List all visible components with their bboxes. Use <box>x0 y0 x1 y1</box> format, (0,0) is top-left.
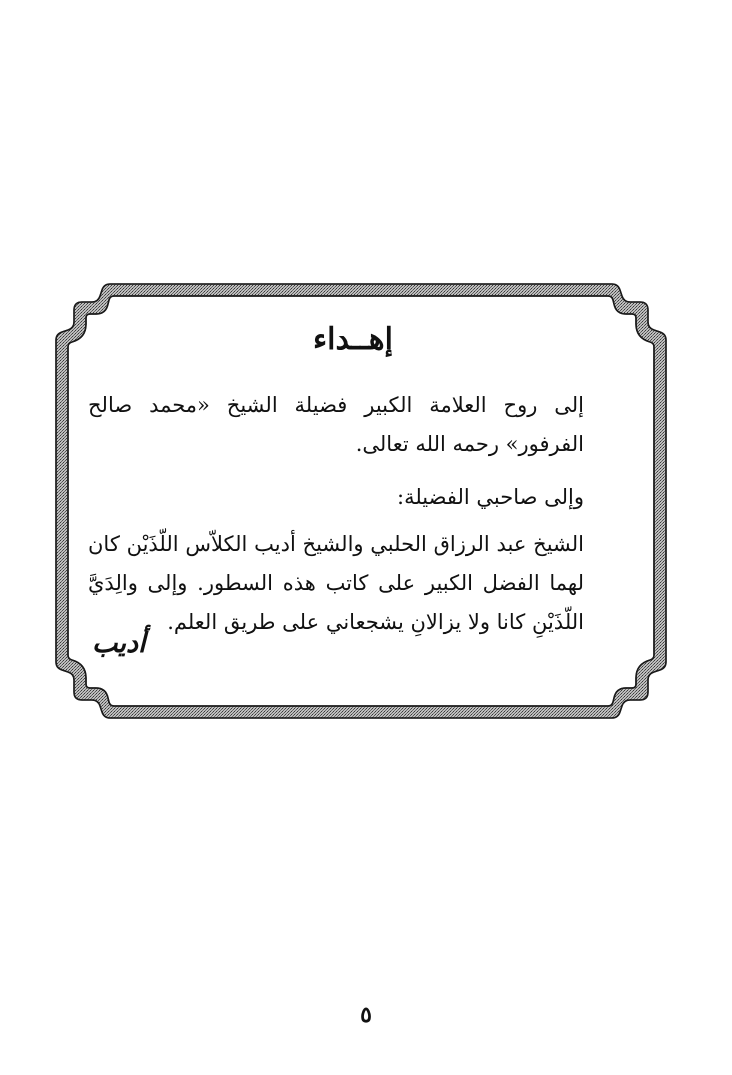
dedication-title: إهــداء <box>313 322 393 357</box>
dedication-paragraph-2: وإلى صاحبي الفضيلة: <box>397 485 584 509</box>
dedication-paragraph-3: الشيخ عبد الرزاق الحلبي والشيخ أديب الكلاّس اللّذَيْن كان لهما الفضل الكبير على كاتب هذه السطور. وإلى والِدَيَّ اللّذَيْنِ كانا ولا يزالانِ يشجعاني على طريق العلم. <box>88 532 584 634</box>
dedication-paragraph-1: إلى روح العلامة الكبير فضيلة الشيخ «محمد صالح الفرفور» رحمه الله تعالى. <box>88 393 584 456</box>
author-signature: أديب <box>92 628 146 659</box>
dedication-content <box>88 310 618 642</box>
page-number: ٥ <box>360 1002 372 1028</box>
